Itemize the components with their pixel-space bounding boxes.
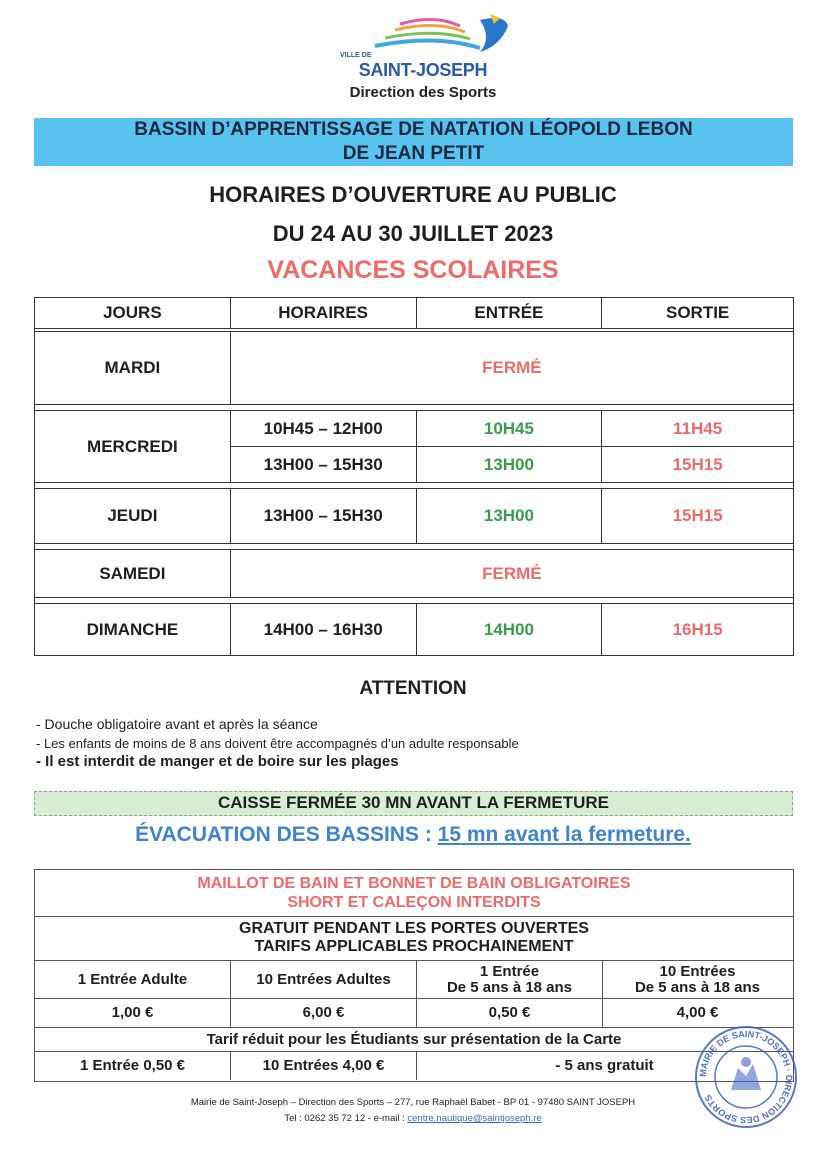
pool-name-banner <box>34 118 793 166</box>
price-col-3 <box>417 961 603 998</box>
dates-title: DU 24 AU 30 JUILLET 2023 <box>272 221 554 246</box>
table-row <box>35 332 794 405</box>
hours-cell: 13H00 – 15H30 <box>230 489 416 544</box>
reduced-price: 1 Entrée 0,50 € <box>35 1052 231 1080</box>
swimwear-rule-2: SHORT ET CALEÇON INTERDITS <box>287 894 541 911</box>
price-col-2: 10 Entrées Adultes <box>231 961 417 998</box>
reduced-prices-row <box>35 1052 793 1080</box>
day-cell: MARDI <box>35 332 231 405</box>
header-sortie: SORTIE <box>602 298 794 329</box>
exit-cell: 15H15 <box>602 447 794 483</box>
day-cell: JEUDI <box>35 489 231 544</box>
reduced-price: 10 Entrées 4,00 € <box>231 1052 417 1080</box>
price-col-4-line-2: De 5 ans à 18 ans <box>634 978 761 996</box>
closed-cell: FERMÉ <box>230 550 793 598</box>
note-children: - Les enfants de moins de 8 ans doivent être accompagnés d’un adulte responsable <box>36 736 519 751</box>
banner-line-1: BASSIN D’APPRENTISSAGE DE NATATION LÉOPOLD LEBON <box>134 119 693 140</box>
evacuation-notice <box>0 823 826 847</box>
closed-cell: FERMÉ <box>230 332 793 405</box>
price-col-4 <box>603 961 792 998</box>
price-values-row <box>35 999 793 1028</box>
logo-city: SAINT-JOSEPH <box>358 60 488 80</box>
table-header-row <box>35 298 794 329</box>
reduced-rate-row: Tarif réduit pour les Étudiants sur présentation de la Carte <box>35 1028 793 1052</box>
free-notice-2: TARIFS APPLICABLES PROCHAINEMENT <box>254 938 574 955</box>
hours-cell: 13H00 – 15H30 <box>230 447 416 483</box>
opening-hours-title: HORAIRES D’OUVERTURE AU PUBLIC <box>209 182 617 207</box>
footer-tel: Tel : 0262 35 72 12 - e-mail : <box>284 1113 408 1124</box>
price-col-3-line-1: 1 Entrée <box>479 962 540 980</box>
logo-dept: Direction des Sports <box>349 84 497 101</box>
table-row <box>35 489 794 544</box>
entry-cell: 13H00 <box>416 489 602 544</box>
note-shower: - Douche obligatoire avant et après la séance <box>36 716 318 732</box>
exit-cell: 11H45 <box>602 411 794 447</box>
swimwear-rule-1: MAILLOT DE BAIN ET BONNET DE BAIN OBLIGATOIRES <box>197 875 631 892</box>
cash-desk-notice: CAISSE FERMÉE 30 MN AVANT LA FERMETURE <box>34 791 793 816</box>
price-value: 6,00 € <box>231 999 417 1027</box>
day-cell: MERCREDI <box>35 411 231 483</box>
official-stamp-icon <box>693 1024 799 1130</box>
exit-cell: 15H15 <box>602 489 794 544</box>
hours-cell: 10H45 – 12H00 <box>230 411 416 447</box>
reduced-price: - 5 ans gratuit <box>555 1057 654 1074</box>
header-entree: ENTRÉE <box>416 298 602 329</box>
evacuation-value: 15 mn avant la fermeture. <box>437 823 691 846</box>
entry-cell: 13H00 <box>416 447 602 483</box>
exit-cell: 16H15 <box>602 604 794 656</box>
logo-small-text: VILLE DE <box>340 52 372 59</box>
footer-address: Mairie de Saint-Joseph – Direction des Sports – 277, rue Raphaël Babet - BP 01 - 97480 SAINT JOSEPH <box>190 1097 636 1108</box>
entry-cell: 10H45 <box>416 411 602 447</box>
header-horaires: HORAIRES <box>230 298 416 329</box>
banner-line-2: DE JEAN PETIT <box>342 143 485 164</box>
note-no-eating: - Il est interdit de manger et de boire sur les plages <box>36 753 399 770</box>
price-value: 1,00 € <box>35 999 231 1027</box>
footer-email-link[interactable]: centre.nautique@saintjoseph.re <box>407 1113 542 1124</box>
school-holidays-title: VACANCES SCOLAIRES <box>267 256 559 284</box>
price-col-1: 1 Entrée Adulte <box>35 961 231 998</box>
logo-wave-icon <box>340 12 510 57</box>
price-value: 4,00 € <box>676 1004 719 1021</box>
day-cell: DIMANCHE <box>35 604 231 656</box>
city-logo <box>340 12 510 107</box>
schedule-table <box>34 297 794 656</box>
price-value: 0,50 € <box>417 999 603 1027</box>
evacuation-label: ÉVACUATION DES BASSINS : <box>135 823 438 846</box>
day-cell: SAMEDI <box>35 550 231 598</box>
free-notice-1: GRATUIT PENDANT LES PORTES OUVERTES <box>239 920 589 937</box>
swimwear-rules-row <box>35 870 793 917</box>
price-col-4-line-1: 10 Entrées <box>659 962 736 980</box>
entry-cell: 14H00 <box>416 604 602 656</box>
hours-cell: 14H00 – 16H30 <box>230 604 416 656</box>
price-col-3-line-2: De 5 ans à 18 ans <box>446 978 573 996</box>
table-row <box>35 550 794 598</box>
table-row <box>35 411 794 447</box>
pricing-table <box>34 869 794 1082</box>
header-jours: JOURS <box>35 298 231 329</box>
price-header-row <box>35 961 793 999</box>
attention-title: ATTENTION <box>359 678 467 699</box>
stamp-text: MAIRIE DE SAINT-JOSEPH · DIRECTION DES SPORTS <box>697 1028 795 1126</box>
table-row <box>35 604 794 656</box>
free-notice-row <box>35 917 793 961</box>
